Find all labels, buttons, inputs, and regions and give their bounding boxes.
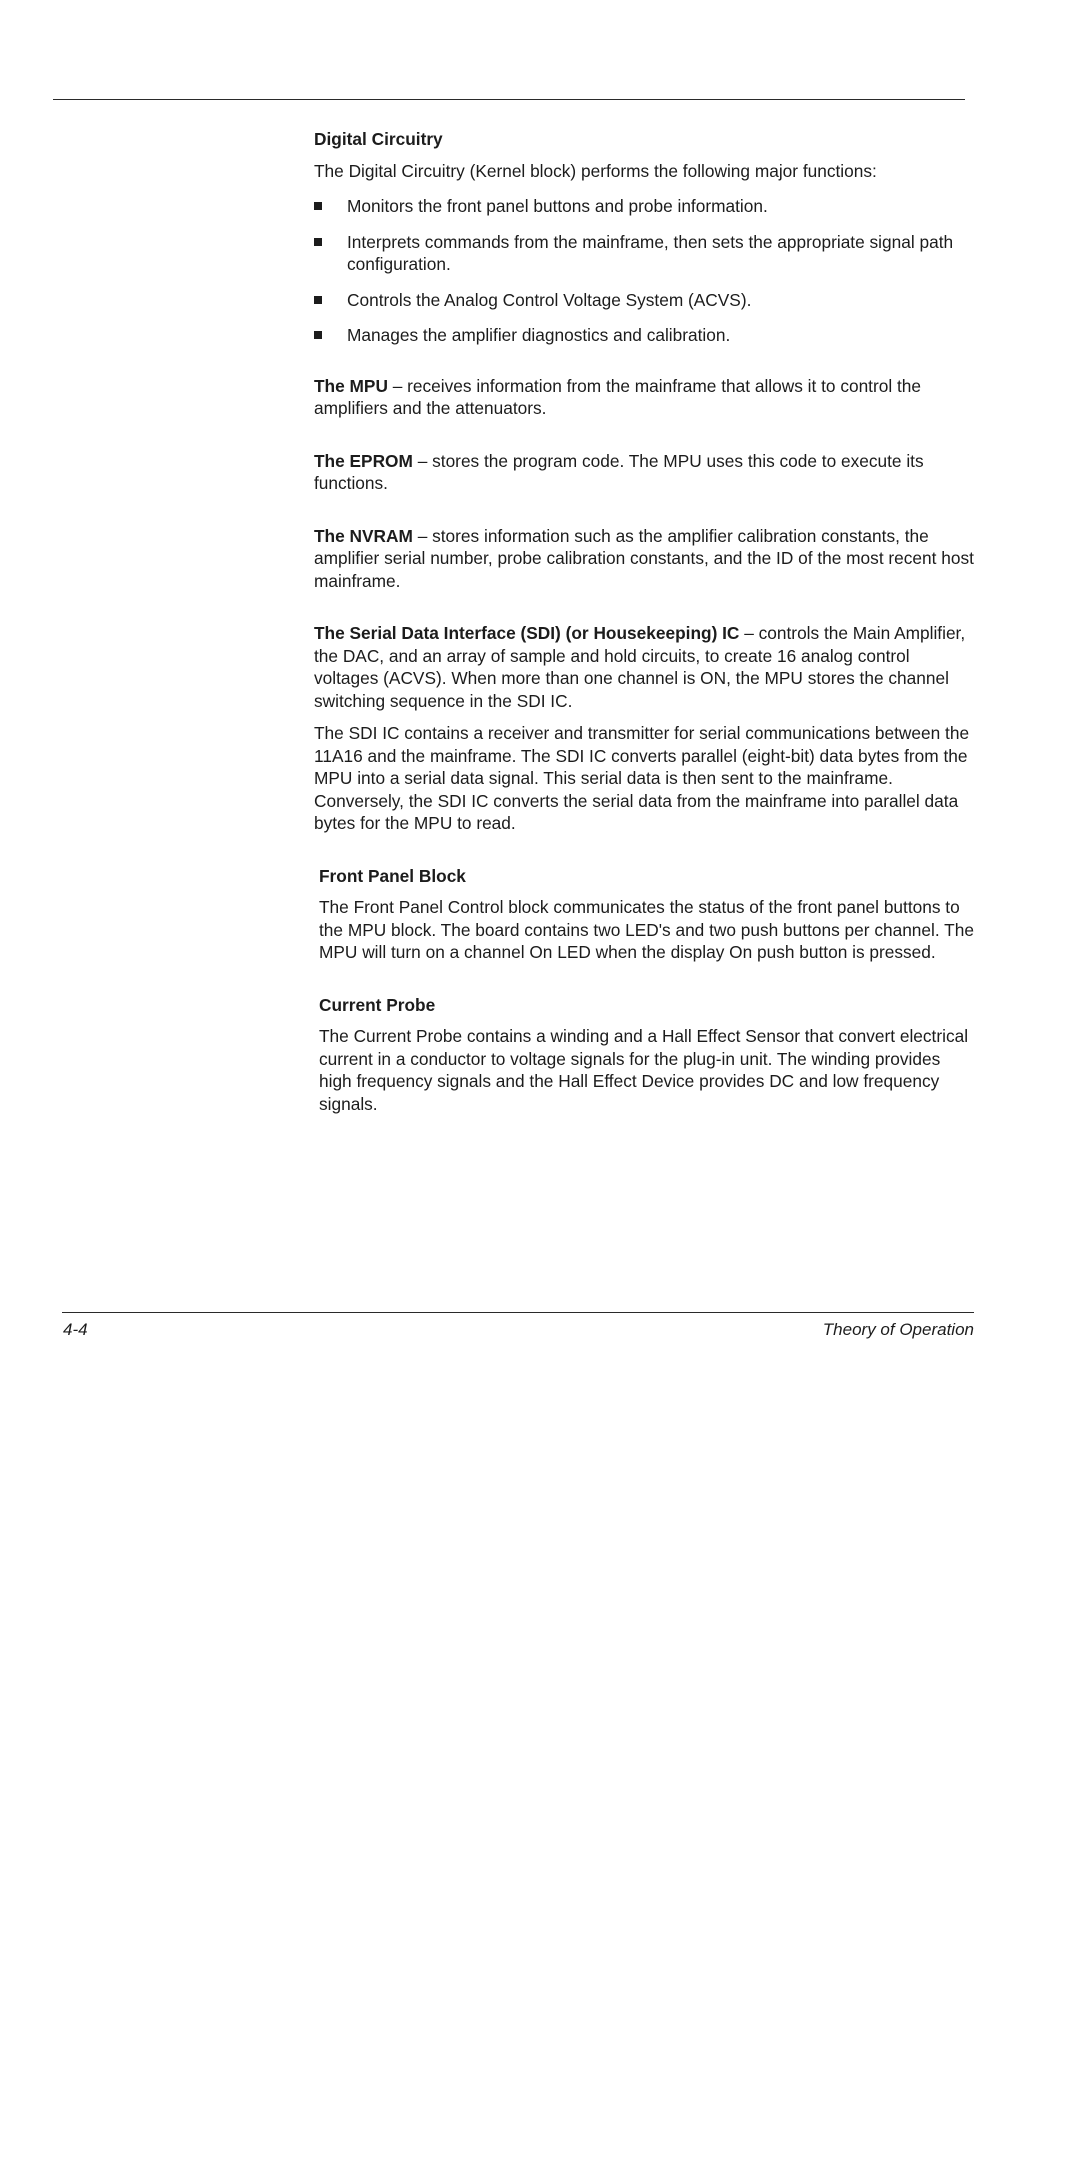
list-item-text: Controls the Analog Control Voltage System (ACVS).: [347, 289, 752, 310]
nvram-text: – stores information such as the amplifier calibration constants, the amplifier serial number, probe calibration constants, and the ID of the most recent host mainframe.: [314, 525, 974, 591]
current-probe-text: The Current Probe contains a winding and a Hall Effect Sensor that convert electrical current in a conductor to voltage signals for the plug-in unit. The winding provides high frequency signals and the Hall Effect Device provides DC and low frequency signals.: [319, 1026, 969, 1114]
mpu-paragraph: [314, 375, 974, 420]
list-item-text: Manages the amplifier diagnostics and calibration.: [347, 325, 731, 345]
nvram-paragraph: [314, 525, 974, 593]
nvram-term: The NVRAM: [314, 525, 413, 546]
bullet-icon: [314, 238, 322, 246]
bullet-icon: [314, 202, 322, 210]
digital-circuitry-heading: Digital Circuitry: [314, 129, 443, 149]
sdi-term: The Serial Data Interface (SDI) (or Housekeeping) IC: [314, 623, 740, 643]
list-item: [314, 324, 974, 347]
page-content: [314, 128, 974, 1115]
bullet-icon: [314, 331, 322, 339]
list-item: [314, 195, 974, 218]
section-title: Theory of Operation: [822, 1320, 974, 1339]
list-item-text: Interprets commands from the mainframe, then sets the appropriate signal path configuration.: [347, 231, 954, 274]
mpu-term: The MPU: [314, 375, 388, 396]
page-number: 4-4: [63, 1320, 88, 1339]
bullet-icon: [314, 296, 322, 304]
sdi-paragraph: [314, 622, 974, 712]
front-panel-text: The Front Panel Control block communicates the status of the front panel buttons to the MPU block. The board contains two LED's and two push buttons per channel. The MPU will turn on a channel On LED when the display On push button is pressed.: [319, 897, 974, 962]
top-rule: [53, 99, 965, 100]
list-item-text: Monitors the front panel buttons and probe information.: [347, 196, 768, 216]
digital-circuitry-intro: The Digital Circuitry (Kernel block) performs the following major functions:: [314, 160, 877, 181]
eprom-term: The EPROM: [314, 450, 413, 471]
sdi-text: – controls the Main Amplifier, the DAC, and an array of sample and hold circuits, to create 16 analog control voltages (ACVS). When more than one channel is ON, the MPU stores the channel switching sequence in the SDI IC.: [314, 623, 966, 711]
bottom-rule: [62, 1312, 974, 1313]
functions-list: [314, 195, 974, 347]
current-probe-heading: Current Probe: [319, 994, 436, 1015]
eprom-text: – stores the program code. The MPU uses this code to execute its functions.: [314, 450, 924, 493]
list-item: [314, 231, 974, 276]
mpu-text: – receives information from the mainframe that allows it to control the amplifiers and the attenuators.: [314, 375, 922, 418]
front-panel-heading: Front Panel Block: [319, 865, 466, 886]
eprom-paragraph: [314, 450, 974, 495]
sdi-paragraph-2: The SDI IC contains a receiver and transmitter for serial communications between the 11A16 and the mainframe. The SDI IC converts parallel (eight-bit) data bytes from the MPU into a serial data signal. This serial data is then sent to the mainframe. Conversely, the SDI IC converts the serial data from the mainframe into parallel data bytes for the MPU to read.: [314, 723, 970, 833]
list-item: [314, 289, 974, 312]
